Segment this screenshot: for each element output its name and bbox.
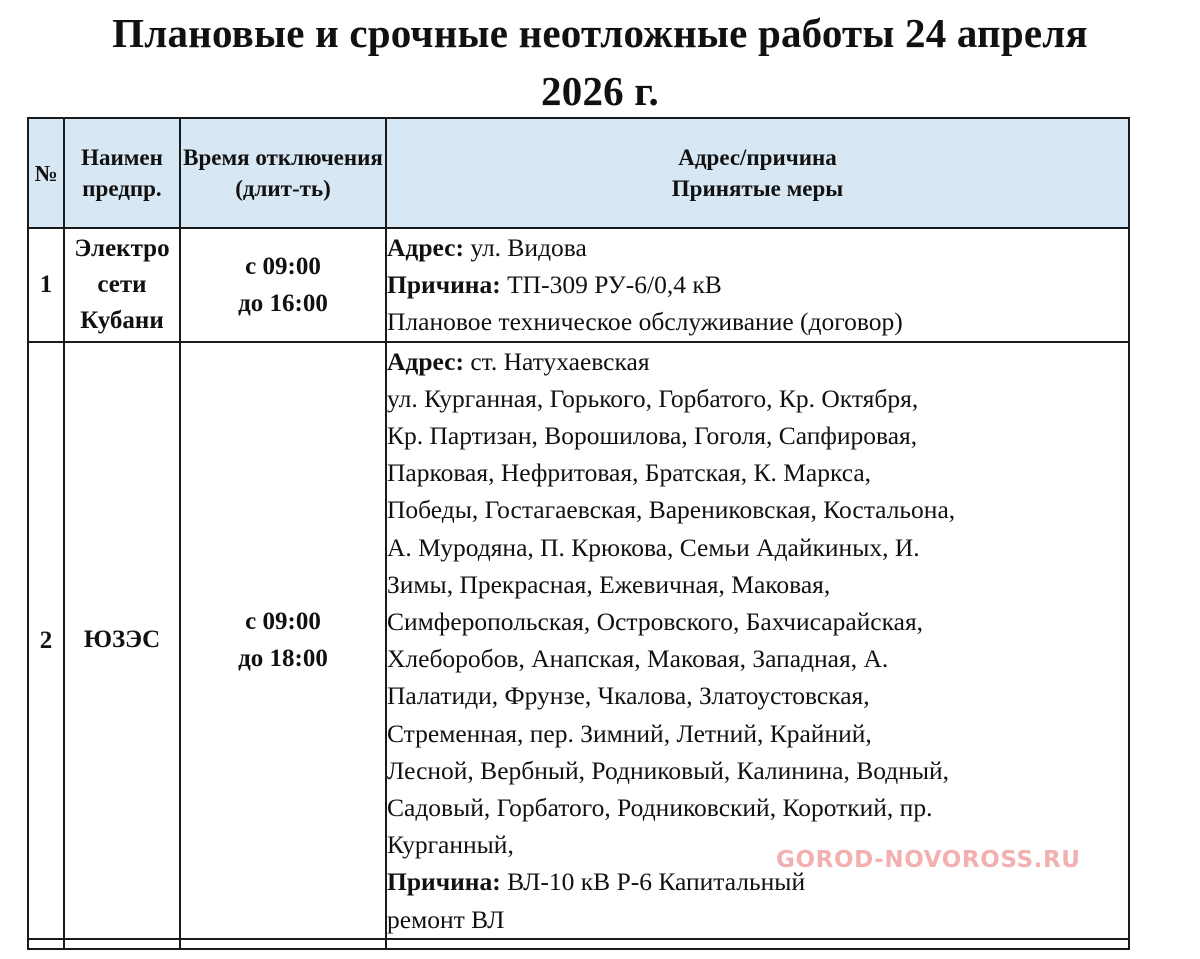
table-header-row: [28, 118, 1129, 228]
street-line: Кр. Партизан, Ворошилова, Гоголя, Сапфировая,: [387, 421, 918, 451]
street-line: Победы, Гостагаевская, Варениковская, Костальона,: [387, 495, 956, 525]
site-watermark: GOROD-NOVOROSS.RU: [776, 847, 1081, 873]
street-line: Курганный,: [387, 830, 514, 860]
time-from: с 09:00: [245, 252, 321, 280]
address-line: [387, 343, 1128, 380]
header-info: [386, 118, 1129, 228]
partial-cell: [180, 939, 386, 949]
street-line: Симферопольская, Островского, Бахчисарайская,: [387, 607, 924, 637]
header-info-line-1: Адрес/причина: [678, 145, 837, 170]
table-row: [28, 228, 1129, 342]
row-organization: Электро сети Кубани: [64, 228, 180, 342]
title-line-2: 2026 г.: [541, 68, 659, 114]
reason-value: ТП-309 РУ-6/0,4 кВ: [507, 270, 722, 300]
partial-cell: [386, 939, 1129, 949]
partial-cell: [28, 939, 64, 949]
row-time: [180, 342, 386, 939]
street-line: ул. Курганная, Горького, Горбатого, Кр. Октября,: [387, 383, 919, 413]
title-line-1: Плановые и срочные неотложные работы 24 апреля: [112, 10, 1088, 56]
street-line: Хлеборобов, Анапская, Маковая, Западная, А.: [387, 644, 889, 674]
address-label: Адрес:: [387, 346, 464, 376]
reason-label: Причина:: [387, 270, 501, 300]
row-organization: ЮЗЭС: [64, 342, 180, 939]
header-info-line-2: Принятые меры: [671, 176, 844, 201]
time-to: до 18:00: [238, 645, 328, 673]
address-label: Адрес:: [387, 233, 464, 262]
row-number: 2: [28, 342, 64, 939]
partial-cell: [64, 939, 180, 949]
header-org: Наимен предпр.: [64, 118, 180, 228]
page-title: [0, 4, 1200, 120]
time-to: до 16:00: [238, 289, 328, 317]
header-time: Время отключения (длит-ть): [180, 118, 386, 228]
row-time: [180, 228, 386, 342]
header-num: №: [28, 118, 64, 228]
reason-label: Причина:: [387, 867, 501, 897]
table-row-partial: [28, 939, 1129, 949]
street-line: Стременная, пер. Зимний, Летний, Крайний,: [387, 718, 872, 748]
street-line: Парковая, Нефритовая, Братская, К. Маркса,: [387, 458, 872, 488]
outage-schedule-table: [27, 117, 1130, 950]
street-line: А. Муродяна, П. Крюкова, Семьи Адайкиных, И.: [387, 532, 920, 562]
row-details: [386, 228, 1129, 342]
reason-value: ВЛ-10 кВ Р-6 Капитальный: [507, 867, 806, 897]
measures-line: Плановое техническое обслуживание (договор): [387, 307, 903, 337]
street-line: Садовый, Горбатого, Родниковский, Короткий, пр.: [387, 793, 933, 823]
street-line: Лесной, Вербный, Родниковый, Калинина, Водный,: [387, 755, 950, 785]
address-value: ст. Натухаевская: [470, 346, 650, 376]
street-line: Палатиди, Фрунзе, Чкалова, Златоустовская,: [387, 681, 870, 711]
street-line: Зимы, Прекрасная, Ежевичная, Маковая,: [387, 569, 831, 599]
reason-continuation: ремонт ВЛ: [387, 904, 505, 934]
time-from: с 09:00: [245, 608, 321, 636]
reason-line: [387, 266, 1128, 303]
row-number: 1: [28, 228, 64, 342]
address-line: [387, 229, 1128, 266]
address-value: ул. Видова: [470, 233, 587, 262]
